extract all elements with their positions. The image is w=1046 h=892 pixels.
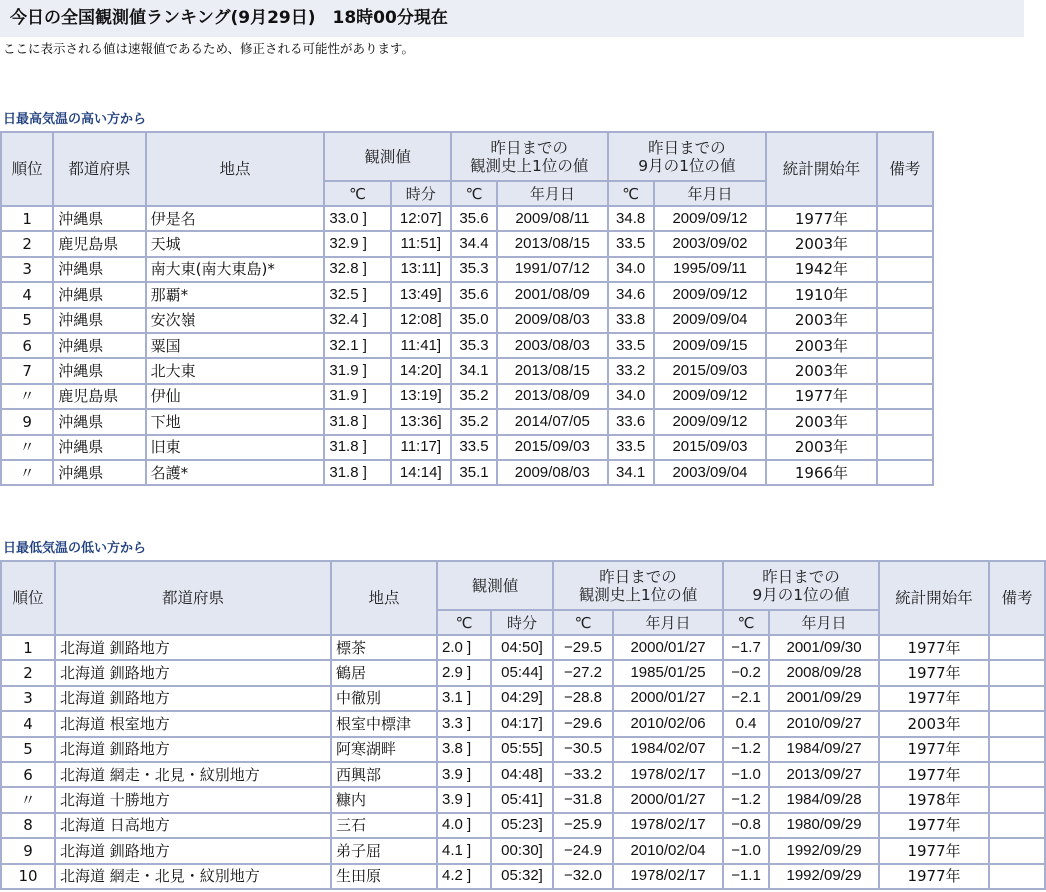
- place-cell: 生田原: [332, 865, 436, 888]
- record-value-cell: 35.3: [452, 258, 496, 281]
- observed-time-cell: 13:36]: [392, 410, 450, 433]
- header-place: 地点: [147, 133, 324, 205]
- record-value-cell: 34.4: [452, 232, 496, 255]
- place-cell: 三石: [332, 814, 436, 837]
- place-cell: 弟子屈: [332, 839, 436, 862]
- notice-text: ここに表示される値は速報値であるため、修正される可能性があります。: [3, 41, 415, 56]
- september-value-cell: 34.1: [609, 461, 653, 484]
- prefecture-cell: 北海道 釧路地方: [56, 839, 330, 862]
- september-date-cell: 2009/09/12: [655, 410, 765, 433]
- note-cell: [990, 788, 1044, 811]
- table-row: [2, 763, 1044, 786]
- observed-time-cell: 11:51]: [392, 232, 450, 255]
- prefecture-cell: 沖縄県: [54, 359, 144, 382]
- header-record-line1: 昨日までの: [599, 567, 677, 586]
- table-row: [2, 712, 1044, 735]
- section-heading-low: 日最低気温の低い方から: [3, 541, 147, 556]
- table-row: [2, 865, 1044, 888]
- subheader-time: 時分: [492, 611, 552, 634]
- record-date-cell: 2013/08/09: [498, 385, 606, 408]
- subheader-date: 年月日: [614, 611, 722, 634]
- observed-time-cell: 04:48]: [492, 763, 552, 786]
- header-start-year: 統計開始年: [880, 562, 988, 634]
- record-date-cell: 2009/08/03: [498, 309, 606, 332]
- observed-time-cell: 13:19]: [392, 385, 450, 408]
- header-prefecture: 都道府県: [54, 133, 144, 205]
- rank-cell: 3: [2, 258, 52, 281]
- place-cell: 安次嶺: [147, 309, 324, 332]
- start-year-cell: 1977年: [880, 661, 988, 684]
- observed-time-cell: 14:20]: [392, 359, 450, 382]
- header-september-record: [724, 562, 878, 609]
- low-table-body: [2, 636, 1044, 888]
- observed-time-cell: 04:17]: [492, 712, 552, 735]
- subheader-date: 年月日: [655, 182, 765, 205]
- note-cell: [878, 436, 932, 459]
- table-row: [2, 385, 932, 408]
- september-value-cell: 33.5: [609, 232, 653, 255]
- record-date-cell: 2010/02/06: [614, 712, 722, 735]
- observed-time-cell: 00:30]: [492, 839, 552, 862]
- header-record-line2: 観測史上1位の値: [578, 585, 698, 604]
- observed-time-cell: 13:11]: [392, 258, 450, 281]
- record-date-cell: 2000/01/27: [614, 636, 722, 659]
- place-cell: 名護*: [147, 461, 324, 484]
- record-value-cell: 35.6: [452, 207, 496, 230]
- place-cell: 下地: [147, 410, 324, 433]
- start-year-cell: 1966年: [767, 461, 875, 484]
- september-date-cell: 2009/09/12: [655, 385, 765, 408]
- high-temperature-table: [0, 131, 934, 486]
- note-cell: [990, 687, 1044, 710]
- observed-time-cell: 12:07]: [392, 207, 450, 230]
- table-row: [2, 283, 932, 306]
- september-date-cell: 1984/09/27: [770, 738, 878, 761]
- observed-value-cell: 31.8 ]: [325, 461, 389, 484]
- observed-value-cell: 4.2 ]: [438, 865, 490, 888]
- observed-value-cell: 31.9 ]: [325, 359, 389, 382]
- prefecture-cell: 北海道 釧路地方: [56, 661, 330, 684]
- prefecture-cell: 沖縄県: [54, 334, 144, 357]
- note-cell: [990, 865, 1044, 888]
- september-date-cell: 2001/09/30: [770, 636, 878, 659]
- september-value-cell: −1.2: [724, 788, 768, 811]
- september-value-cell: −0.2: [724, 661, 768, 684]
- rank-cell: 1: [2, 207, 52, 230]
- record-date-cell: 2014/07/05: [498, 410, 606, 433]
- september-date-cell: 2001/09/29: [770, 687, 878, 710]
- record-date-cell: 1978/02/17: [614, 865, 722, 888]
- record-date-cell: 2009/08/11: [498, 207, 606, 230]
- note-cell: [878, 410, 932, 433]
- place-cell: 伊仙: [147, 385, 324, 408]
- note-cell: [878, 334, 932, 357]
- start-year-cell: 1910年: [767, 283, 875, 306]
- rank-cell: 8: [2, 814, 54, 837]
- observed-value-cell: 3.3 ]: [438, 712, 490, 735]
- september-date-cell: 1980/09/29: [770, 814, 878, 837]
- table-row: [2, 461, 932, 484]
- observed-time-cell: 12:08]: [392, 309, 450, 332]
- record-date-cell: 2000/01/27: [614, 788, 722, 811]
- header-place: 地点: [332, 562, 436, 634]
- september-date-cell: 2003/09/04: [655, 461, 765, 484]
- start-year-cell: 1977年: [880, 738, 988, 761]
- place-cell: 鶴居: [332, 661, 436, 684]
- september-value-cell: 33.2: [609, 359, 653, 382]
- record-value-cell: −29.6: [554, 712, 612, 735]
- table-row: [2, 436, 932, 459]
- prefecture-cell: 鹿児島県: [54, 385, 144, 408]
- start-year-cell: 2003年: [767, 410, 875, 433]
- record-value-cell: −32.0: [554, 865, 612, 888]
- september-value-cell: 34.0: [609, 385, 653, 408]
- rank-cell: 9: [2, 410, 52, 433]
- note-cell: [990, 636, 1044, 659]
- note-cell: [878, 461, 932, 484]
- rank-cell: 10: [2, 865, 54, 888]
- start-year-cell: 1977年: [880, 763, 988, 786]
- table-row: [2, 309, 932, 332]
- record-date-cell: 2010/02/04: [614, 839, 722, 862]
- september-value-cell: 0.4: [724, 712, 768, 735]
- start-year-cell: 2003年: [767, 232, 875, 255]
- subheader-celsius: ℃: [325, 182, 389, 205]
- start-year-cell: 1977年: [767, 385, 875, 408]
- start-year-cell: 2003年: [880, 712, 988, 735]
- header-september-line1: 昨日までの: [648, 138, 726, 157]
- september-value-cell: 34.6: [609, 283, 653, 306]
- table-row: [2, 207, 932, 230]
- prefecture-cell: 沖縄県: [54, 309, 144, 332]
- note-cell: [990, 712, 1044, 735]
- observed-value-cell: 3.1 ]: [438, 687, 490, 710]
- prefecture-cell: 沖縄県: [54, 410, 144, 433]
- september-value-cell: −1.2: [724, 738, 768, 761]
- observed-value-cell: 32.8 ]: [325, 258, 389, 281]
- observed-value-cell: 32.5 ]: [325, 283, 389, 306]
- rank-cell: 〃: [2, 461, 52, 484]
- place-cell: 旧東: [147, 436, 324, 459]
- rank-cell: 1: [2, 636, 54, 659]
- table-row: [2, 636, 1044, 659]
- record-value-cell: 35.6: [452, 283, 496, 306]
- header-september-line2: 9月の1位の値: [752, 585, 850, 604]
- header-record-line1: 昨日までの: [490, 138, 568, 157]
- prefecture-cell: 沖縄県: [54, 207, 144, 230]
- observed-value-cell: 31.9 ]: [325, 385, 389, 408]
- place-cell: 北大東: [147, 359, 324, 382]
- observed-value-cell: 31.8 ]: [325, 436, 389, 459]
- rank-cell: 5: [2, 309, 52, 332]
- september-date-cell: 1984/09/28: [770, 788, 878, 811]
- table-row: [2, 687, 1044, 710]
- header-september-record: [609, 133, 766, 180]
- place-cell: 那覇*: [147, 283, 324, 306]
- record-date-cell: 2000/01/27: [614, 687, 722, 710]
- september-value-cell: −1.0: [724, 839, 768, 862]
- september-date-cell: 2013/09/27: [770, 763, 878, 786]
- prefecture-cell: 北海道 釧路地方: [56, 687, 330, 710]
- record-value-cell: −27.2: [554, 661, 612, 684]
- rank-cell: 2: [2, 661, 54, 684]
- rank-cell: 4: [2, 712, 54, 735]
- record-date-cell: 1978/02/17: [614, 814, 722, 837]
- september-value-cell: −1.0: [724, 763, 768, 786]
- rank-cell: 4: [2, 283, 52, 306]
- note-cell: [878, 258, 932, 281]
- record-value-cell: −30.5: [554, 738, 612, 761]
- subheader-time: 時分: [392, 182, 450, 205]
- observed-time-cell: 13:49]: [392, 283, 450, 306]
- rank-cell: 〃: [2, 385, 52, 408]
- observed-time-cell: 04:29]: [492, 687, 552, 710]
- observed-time-cell: 14:14]: [392, 461, 450, 484]
- subheader-celsius: ℃: [554, 611, 612, 634]
- september-date-cell: 1992/09/29: [770, 865, 878, 888]
- september-date-cell: 2009/09/15: [655, 334, 765, 357]
- record-value-cell: −33.2: [554, 763, 612, 786]
- place-cell: 粟国: [147, 334, 324, 357]
- prefecture-cell: 北海道 網走・北見・紋別地方: [56, 865, 330, 888]
- note-cell: [878, 283, 932, 306]
- prefecture-cell: 北海道 網走・北見・紋別地方: [56, 763, 330, 786]
- note-cell: [990, 763, 1044, 786]
- record-value-cell: 33.5: [452, 436, 496, 459]
- subheader-date: 年月日: [498, 182, 606, 205]
- start-year-cell: 1942年: [767, 258, 875, 281]
- table-row: [2, 359, 932, 382]
- september-value-cell: 34.8: [609, 207, 653, 230]
- observed-value-cell: 3.9 ]: [438, 788, 490, 811]
- rank-cell: 9: [2, 839, 54, 862]
- observed-value-cell: 32.9 ]: [325, 232, 389, 255]
- september-date-cell: 2015/09/03: [655, 359, 765, 382]
- rank-cell: 2: [2, 232, 52, 255]
- place-cell: 中徹別: [332, 687, 436, 710]
- start-year-cell: 2003年: [767, 334, 875, 357]
- start-year-cell: 2003年: [767, 436, 875, 459]
- prefecture-cell: 北海道 十勝地方: [56, 788, 330, 811]
- record-date-cell: 2001/08/09: [498, 283, 606, 306]
- note-cell: [990, 814, 1044, 837]
- september-date-cell: 2003/09/02: [655, 232, 765, 255]
- low-temperature-table: [0, 560, 1046, 890]
- note-cell: [878, 359, 932, 382]
- rank-cell: 5: [2, 738, 54, 761]
- header-september-line1: 昨日までの: [762, 567, 840, 586]
- prefecture-cell: 沖縄県: [54, 436, 144, 459]
- observed-value-cell: 3.9 ]: [438, 763, 490, 786]
- observed-value-cell: 33.0 ]: [325, 207, 389, 230]
- place-cell: 西興部: [332, 763, 436, 786]
- prefecture-cell: 沖縄県: [54, 258, 144, 281]
- september-value-cell: 33.6: [609, 410, 653, 433]
- note-cell: [990, 839, 1044, 862]
- observed-time-cell: 11:17]: [392, 436, 450, 459]
- september-value-cell: 34.0: [609, 258, 653, 281]
- prefecture-cell: 沖縄県: [54, 461, 144, 484]
- record-value-cell: 35.3: [452, 334, 496, 357]
- header-observed: 観測値: [325, 133, 450, 180]
- observed-value-cell: 4.1 ]: [438, 839, 490, 862]
- place-cell: 阿寒湖畔: [332, 738, 436, 761]
- start-year-cell: 1977年: [880, 636, 988, 659]
- rank-cell: 3: [2, 687, 54, 710]
- place-cell: 天城: [147, 232, 324, 255]
- start-year-cell: 2003年: [767, 309, 875, 332]
- september-date-cell: 2009/09/12: [655, 207, 765, 230]
- record-date-cell: 2015/09/03: [498, 436, 606, 459]
- record-date-cell: 2013/08/15: [498, 359, 606, 382]
- table-row: [2, 814, 1044, 837]
- september-value-cell: −2.1: [724, 687, 768, 710]
- prefecture-cell: 北海道 根室地方: [56, 712, 330, 735]
- place-cell: 根室中標津: [332, 712, 436, 735]
- table-row: [2, 839, 1044, 862]
- record-date-cell: 1991/07/12: [498, 258, 606, 281]
- subheader-celsius: ℃: [724, 611, 768, 634]
- page-title: 今日の全国観測値ランキング(9月29日) 18時00分現在: [0, 0, 1024, 37]
- observed-time-cell: 04:50]: [492, 636, 552, 659]
- rank-cell: 6: [2, 763, 54, 786]
- header-september-line2: 9月の1位の値: [638, 156, 736, 175]
- rank-cell: 7: [2, 359, 52, 382]
- record-value-cell: −25.9: [554, 814, 612, 837]
- subheader-celsius: ℃: [438, 611, 490, 634]
- subheader-celsius: ℃: [452, 182, 496, 205]
- start-year-cell: 2003年: [767, 359, 875, 382]
- place-cell: 伊是名: [147, 207, 324, 230]
- start-year-cell: 1978年: [880, 788, 988, 811]
- section-heading-high: 日最高気温の高い方から: [3, 112, 147, 127]
- september-value-cell: −0.8: [724, 814, 768, 837]
- september-date-cell: 2008/09/28: [770, 661, 878, 684]
- table-row: [2, 334, 932, 357]
- prefecture-cell: 北海道 釧路地方: [56, 738, 330, 761]
- observed-time-cell: 05:32]: [492, 865, 552, 888]
- observed-value-cell: 31.8 ]: [325, 410, 389, 433]
- record-value-cell: −28.8: [554, 687, 612, 710]
- prefecture-cell: 沖縄県: [54, 283, 144, 306]
- note-cell: [990, 661, 1044, 684]
- record-value-cell: 35.1: [452, 461, 496, 484]
- record-date-cell: 2013/08/15: [498, 232, 606, 255]
- prefecture-cell: 鹿児島県: [54, 232, 144, 255]
- note-cell: [878, 385, 932, 408]
- observed-time-cell: 05:55]: [492, 738, 552, 761]
- record-date-cell: 2009/08/03: [498, 461, 606, 484]
- high-table-body: [2, 207, 932, 484]
- place-cell: 標茶: [332, 636, 436, 659]
- september-date-cell: 2009/09/12: [655, 283, 765, 306]
- september-value-cell: −1.7: [724, 636, 768, 659]
- table-row: [2, 410, 932, 433]
- observed-value-cell: 4.0 ]: [438, 814, 490, 837]
- september-date-cell: 2009/09/04: [655, 309, 765, 332]
- rank-cell: 〃: [2, 436, 52, 459]
- place-cell: 糠内: [332, 788, 436, 811]
- header-start-year: 統計開始年: [767, 133, 875, 205]
- september-value-cell: 33.5: [609, 334, 653, 357]
- start-year-cell: 1977年: [880, 839, 988, 862]
- record-value-cell: 35.2: [452, 410, 496, 433]
- observed-value-cell: 32.1 ]: [325, 334, 389, 357]
- observed-value-cell: 3.8 ]: [438, 738, 490, 761]
- prefecture-cell: 北海道 日高地方: [56, 814, 330, 837]
- record-date-cell: 1978/02/17: [614, 763, 722, 786]
- header-record: [554, 562, 722, 609]
- record-value-cell: −31.8: [554, 788, 612, 811]
- september-value-cell: 33.5: [609, 436, 653, 459]
- record-date-cell: 1984/02/07: [614, 738, 722, 761]
- place-cell: 南大東(南大東島)*: [147, 258, 324, 281]
- header-record-line2: 観測史上1位の値: [470, 156, 589, 175]
- note-cell: [878, 232, 932, 255]
- record-value-cell: 35.2: [452, 385, 496, 408]
- table-row: [2, 258, 932, 281]
- note-cell: [990, 738, 1044, 761]
- record-value-cell: −29.5: [554, 636, 612, 659]
- subheader-celsius: ℃: [609, 182, 653, 205]
- header-rank: 順位: [2, 133, 52, 205]
- rank-cell: 6: [2, 334, 52, 357]
- rank-cell: 〃: [2, 788, 54, 811]
- table-row: [2, 738, 1044, 761]
- observed-time-cell: 05:44]: [492, 661, 552, 684]
- header-record: [452, 133, 607, 180]
- subheader-date: 年月日: [770, 611, 878, 634]
- start-year-cell: 1977年: [880, 865, 988, 888]
- record-value-cell: 35.0: [452, 309, 496, 332]
- september-value-cell: −1.1: [724, 865, 768, 888]
- september-date-cell: 1992/09/29: [770, 839, 878, 862]
- observed-time-cell: 11:41]: [392, 334, 450, 357]
- table-row: [2, 232, 932, 255]
- note-cell: [878, 207, 932, 230]
- record-date-cell: 1985/01/25: [614, 661, 722, 684]
- september-date-cell: 1995/09/11: [655, 258, 765, 281]
- header-rank: 順位: [2, 562, 54, 634]
- start-year-cell: 1977年: [767, 207, 875, 230]
- header-observed: 観測値: [438, 562, 552, 609]
- september-date-cell: 2015/09/03: [655, 436, 765, 459]
- record-value-cell: 34.1: [452, 359, 496, 382]
- observed-time-cell: 05:23]: [492, 814, 552, 837]
- observed-time-cell: 05:41]: [492, 788, 552, 811]
- prefecture-cell: 北海道 釧路地方: [56, 636, 330, 659]
- table-row: [2, 788, 1044, 811]
- september-date-cell: 2010/09/27: [770, 712, 878, 735]
- note-cell: [878, 309, 932, 332]
- start-year-cell: 1977年: [880, 687, 988, 710]
- observed-value-cell: 2.9 ]: [438, 661, 490, 684]
- start-year-cell: 1977年: [880, 814, 988, 837]
- header-prefecture: 都道府県: [56, 562, 330, 634]
- header-note: 備考: [878, 133, 932, 205]
- header-note: 備考: [990, 562, 1044, 634]
- observed-value-cell: 2.0 ]: [438, 636, 490, 659]
- table-row: [2, 661, 1044, 684]
- september-value-cell: 33.8: [609, 309, 653, 332]
- record-date-cell: 2003/08/03: [498, 334, 606, 357]
- record-value-cell: −24.9: [554, 839, 612, 862]
- observed-value-cell: 32.4 ]: [325, 309, 389, 332]
